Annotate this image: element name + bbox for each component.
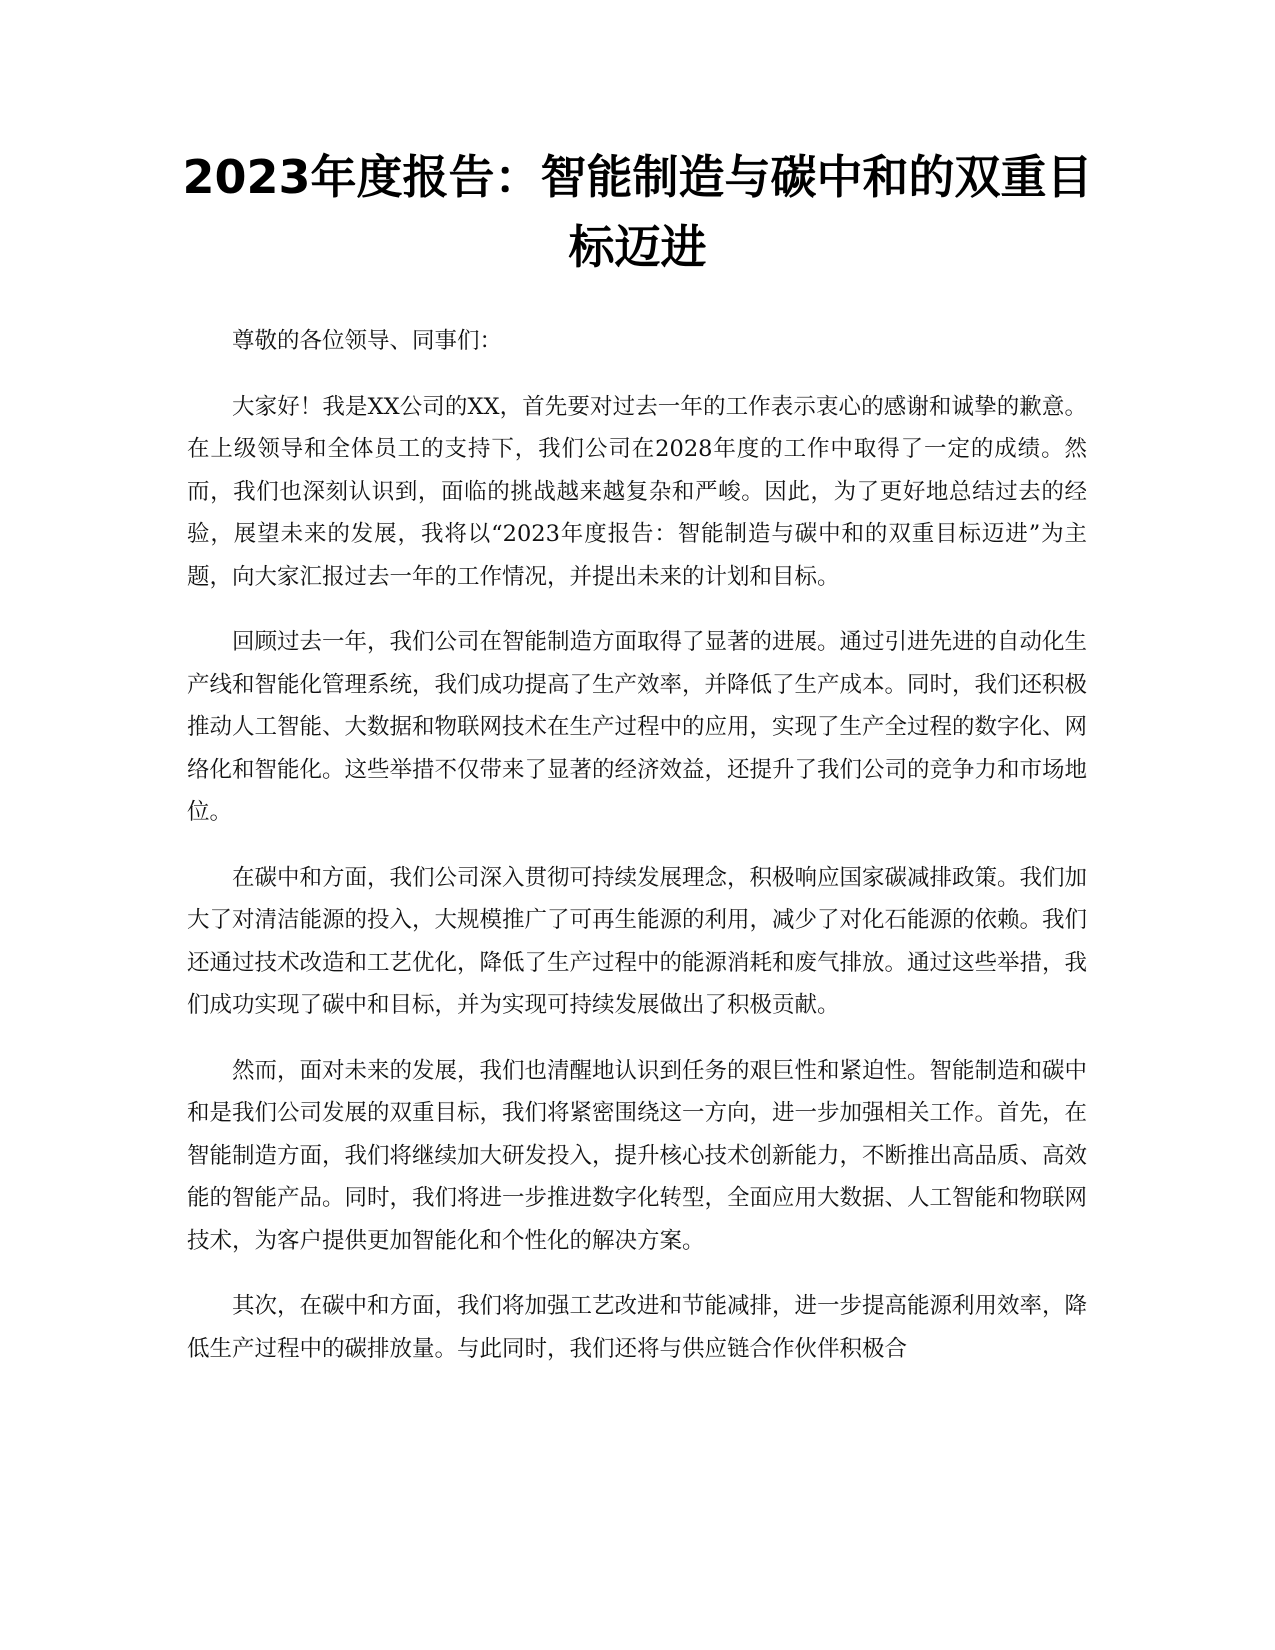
- body-paragraph: 然而，面对未来的发展，我们也清醒地认识到任务的艰巨性和紧迫性。智能制造和碳中和是我们公司发展的双重目标，我们将紧密围绕这一方向，进一步加强相关工作。首先，在智能制造方面，我们将继续加大研发投入，提升核心技术创新能力，不断推出高品质、高效能的智能产品。同时，我们将进一步推进数字化转型，全面应用大数据、人工智能和物联网技术，为客户提供更加智能化和个性化的解决方案。: [187, 1057, 1088, 1254]
- body-paragraph: 在碳中和方面，我们公司深入贯彻可持续发展理念，积极响应国家碳减排政策。我们加大了对清洁能源的投入，大规模推广了可再生能源的利用，减少了对化石能源的依赖。我们还通过技术改造和工艺优化，降低了生产过程中的能源消耗和废气排放。通过这些举措，我们成功实现了碳中和目标，并为实现可持续发展做出了积极贡献。: [187, 864, 1088, 1018]
- body-paragraph: 其次，在碳中和方面，我们将加强工艺改进和节能减排，进一步提高能源利用效率，降低生产过程中的碳排放量。与此同时，我们还将与供应链合作伙伴积极合: [187, 1293, 1088, 1362]
- body-paragraph: 大家好！我是XX公司的XX，首先要对过去一年的工作表示衷心的感谢和诚挚的歉意。在上级领导和全体员工的支持下，我们公司在2028年度的工作中取得了一定的成绩。然而，我们也深刻认识到，面临的挑战越来越复杂和严峻。因此，为了更好地总结过去的经验，展望未来的发展，我将以“2023年度报告：智能制造与碳中和的双重目标迈进”为主题，向大家汇报过去一年的工作情况，并提出未来的计划和目标。: [187, 393, 1087, 590]
- body-paragraph: 回顾过去一年，我们公司在智能制造方面取得了显著的进展。通过引进先进的自动化生产线和智能化管理系统，我们成功提高了生产效率，并降低了生产成本。同时，我们还积极推动人工智能、大数据和物联网技术在生产过程中的应用，实现了生产全过程的数字化、网络化和智能化。这些举措不仅带来了显著的经济效益，还提升了我们公司的竞争力和市场地位。: [187, 629, 1088, 825]
- document-title: 2023年度报告：智能制造与碳中和的双重目标迈进: [182, 150, 1093, 274]
- salutation-paragraph: 尊敬的各位领导、同事们：: [232, 328, 503, 354]
- document-body: [187, 320, 1087, 1393]
